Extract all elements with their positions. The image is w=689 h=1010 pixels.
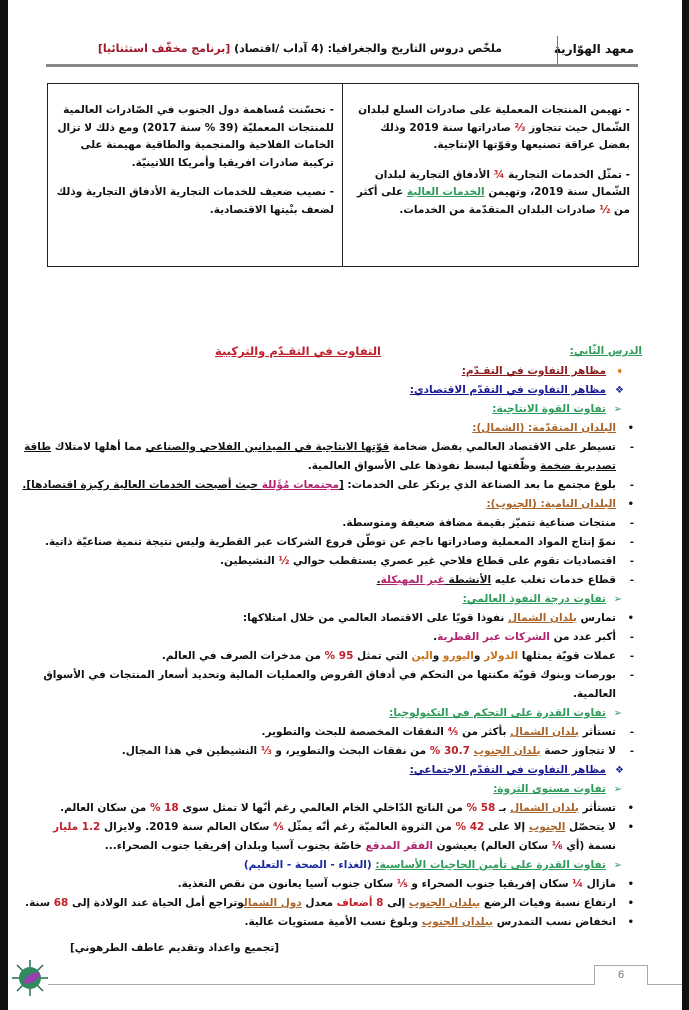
highlight-text: تفاوت القوة الانتاجية:	[492, 403, 606, 415]
school-name: معهد الهوّارية	[553, 42, 634, 56]
north-cell	[343, 84, 638, 266]
highlight-text: مجتمعات مُؤَللة	[261, 479, 339, 491]
diamond-bullet-icon: ❖	[615, 385, 624, 396]
highlight-number: ⅙	[551, 840, 563, 852]
list-item	[22, 400, 636, 419]
text-segment: عملات قويّة يمثلها	[518, 650, 616, 662]
text-segment: وظّفتها لبسط نفوذها على الأسواق العالمية.	[307, 460, 541, 472]
text-segment: من مدخرات الصرف في العالم.	[161, 650, 325, 662]
text-segment: .	[433, 631, 438, 643]
lesson-body	[22, 342, 642, 932]
text-segment: إلا على	[484, 821, 529, 833]
lesson-heading	[22, 342, 642, 362]
arrow-bullet-icon: ➢	[613, 708, 622, 719]
dash-marker: -	[629, 651, 634, 662]
highlight-number: ⅘	[272, 821, 284, 833]
comparison-table	[47, 83, 639, 267]
text-segment: الأدفاق التجارية لبلدان الشّمال سنة 2019، وتهيمن	[374, 168, 630, 198]
text-segment: معدل	[301, 897, 337, 909]
lesson-lines	[22, 362, 636, 932]
list-item	[22, 780, 636, 799]
list-item	[22, 723, 636, 742]
arrow-bullet-icon: ➢	[613, 404, 622, 415]
text-segment: لا تتجاوز حصة	[540, 745, 616, 757]
highlight-number: ½	[278, 555, 290, 567]
text-segment: اقتصاديات تقوم على قطاع فلاحي غير عصري يستقطب حوالي	[289, 555, 616, 567]
highlight-text: طاقة تصديرية ضخمة	[24, 441, 616, 472]
text-segment: لا يتحصّل	[565, 821, 616, 833]
highlight-text: بلدان الجنوب	[473, 745, 541, 757]
text-segment: سكان العالم) يعيشون	[433, 840, 552, 852]
list-item	[22, 913, 636, 932]
highlight-text: اليورو	[442, 650, 474, 662]
highlight-number: ⅓	[260, 745, 272, 757]
highlight-text: الجنوب	[528, 821, 566, 833]
highlight-number: 1.2 مليار	[53, 821, 101, 833]
list-item	[22, 799, 636, 818]
highlight-number: 42 %	[455, 821, 485, 833]
text-segment: - نصيب ضعيف للخدمات التجارية الأدفاق التجارية وذلك لضعف بنْيتها الاقتصادية.	[56, 186, 334, 216]
highlight-text: مظاهر التفاوت في التقـدّم:	[461, 365, 606, 377]
dash-marker: -	[629, 632, 634, 643]
text-segment: من سكان العالم.	[60, 802, 150, 814]
highlight-text: مظاهر التفاوت في التقدّم الاجتماعي:	[409, 764, 606, 776]
text-segment: النشيطين.	[220, 555, 279, 567]
highlight-text: البلدان المتقدّمة: (الشمال):	[472, 422, 616, 434]
text-segment: و	[473, 650, 485, 662]
text-segment: خاصّة بجنوب آسيا وبلدان إفريقيا جنوب الصحراء...	[104, 840, 366, 852]
page-footer	[8, 958, 682, 998]
text-segment: - تهيمن المنتجات المعملية على صادرات السلع لبلدان الشّمال حيث تتجاوز	[358, 104, 630, 134]
list-item	[22, 894, 636, 913]
list-item	[22, 704, 636, 723]
highlight-text: قوّتها الانتاجية في الميدانين الفلاحي والصناعي	[145, 441, 390, 453]
highlight-text: غير المهيكلة	[380, 574, 445, 586]
table-paragraph	[56, 184, 334, 219]
diamond-bullet-icon: ❖	[615, 765, 624, 776]
text-segment: قطاع خدمات تغلب عليه	[491, 574, 616, 586]
virus-logo-icon	[10, 958, 50, 998]
highlight-text: تفاوت القدرة على التحكم في التكنولوجيا:	[389, 707, 606, 719]
lesson-title: التفاوت في التقـدّم والتركيبة	[215, 344, 381, 358]
pointer-icon: ➧	[615, 366, 624, 377]
highlight-text: تفاوت درجة النفوذ العالمي:	[462, 593, 606, 605]
list-item	[22, 647, 636, 666]
highlight-number: 30.7 %	[429, 745, 470, 757]
list-item	[22, 818, 636, 856]
list-item	[22, 552, 636, 571]
arrow-bullet-icon: ➢	[613, 860, 622, 871]
text-segment: بأكثر من	[458, 726, 511, 738]
list-item	[22, 495, 636, 514]
list-item	[22, 590, 636, 609]
bullet-icon: •	[627, 898, 634, 909]
dash-marker: -	[629, 746, 634, 757]
text-segment: سكان إفريقيا جنوب الصحراء و	[407, 878, 573, 890]
highlight-text: الين	[411, 650, 433, 662]
highlight-number: 95 %	[324, 650, 354, 662]
highlight-number: ⅔	[514, 121, 526, 134]
list-item	[22, 761, 636, 780]
text-segment: بورصات وبنوك قويّة مكنتها من التحكم في أدفاق القروض والعمليات المالية وتحديد أسعار المنتجات في الأسواق العالمية.	[43, 669, 616, 700]
page-number: 6	[594, 965, 648, 985]
highlight-text: تفاوت القدرة على تأمين الحاجيات الأساسية:	[375, 859, 606, 871]
highlight-text: ببلدان الجنوب	[421, 916, 494, 928]
dash-marker: -	[629, 442, 634, 453]
bullet-icon: •	[627, 879, 634, 890]
highlight-number: ½	[599, 203, 611, 216]
document-title	[98, 42, 502, 55]
south-cell	[48, 84, 343, 266]
bullet-icon: •	[627, 613, 634, 624]
text-segment: النشيطين في هذا المجال.	[121, 745, 261, 757]
highlight-number: 8 أضعاف	[336, 897, 384, 909]
document-page	[8, 0, 682, 1010]
text-segment: تمارس	[576, 612, 616, 624]
list-item	[22, 875, 636, 894]
highlight-number: ¼	[572, 878, 584, 890]
highlight-text: الفقر المدقع	[365, 840, 434, 852]
text-segment: سكان جنوب آسيا يعانون من نقص التغذية.	[177, 878, 397, 890]
dash-marker: -	[629, 575, 634, 586]
text-segment: إلى	[383, 897, 409, 909]
list-item	[22, 476, 636, 495]
text-segment: التي تمثل	[353, 650, 412, 662]
list-item	[22, 362, 636, 381]
bullet-icon: •	[627, 917, 634, 928]
text-segment: ارتفاع نسبة وفيات الرضع	[480, 897, 616, 909]
list-item	[22, 742, 636, 761]
highlight-number: 58 %	[466, 802, 496, 814]
text-segment: - تمثّل الخدمات التجارية	[504, 168, 630, 181]
table-paragraph	[56, 102, 334, 172]
highlight-text: حيث أصبحت الخدمات العالية ركيزة اقتصادها].	[22, 479, 262, 491]
dash-marker: -	[629, 518, 634, 529]
credit-row	[70, 936, 682, 956]
text-segment: أكبر عدد من	[549, 631, 616, 643]
text-segment: تستأثر	[579, 802, 616, 814]
highlight-text: الشركات عبر القطرية	[437, 631, 550, 643]
arrow-bullet-icon: ➢	[613, 784, 622, 795]
bullet-icon: •	[627, 423, 634, 434]
text-segment: صادرات البلدان المتقدّمة من الخدمات.	[399, 203, 600, 216]
list-item	[22, 856, 636, 875]
lesson-label: الدرس الثّاني:	[569, 345, 642, 357]
footer-line	[48, 984, 682, 985]
highlight-number: ⅘	[447, 726, 459, 738]
highlight-number: 68	[53, 897, 69, 909]
highlight-text: الخدمات العالية	[406, 186, 485, 198]
text-segment: نسمة (أي	[562, 840, 616, 852]
highlight-text: البلدان النامية: (الجنوب):	[486, 498, 616, 510]
title-text: ملخّص دروس التاريخ والجغرافيا: (4 آداب /اقتصاد)	[234, 42, 502, 55]
list-item	[22, 571, 636, 590]
header-divider	[557, 36, 558, 64]
text-segment: وبلوغ نسب الأمية مستويات عالية.	[244, 916, 422, 928]
dash-marker: -	[629, 727, 634, 738]
text-segment: على أكثر من	[356, 186, 630, 216]
dash-marker: -	[629, 537, 634, 548]
dash-marker: -	[629, 480, 634, 491]
highlight-text: ببلدان الجنوب	[408, 897, 481, 909]
list-item	[22, 381, 636, 400]
text-segment: من نفقات البحث والتطوير، و	[271, 745, 430, 757]
text-segment: تستأثر	[579, 726, 616, 738]
highlight-number: ¾	[493, 168, 505, 181]
text-segment: - تحسّنت مُساهمة دول الجنوب في الصّادرات العالمية للمنتجات المعمليّة (39 % سنة 2017) ومع ذلك لا تزال الخامات الفلاحية والمنجمية والطاقية مهيمنة على تركيبة صادرات افريقيا وأمريكا اللاتينيّة.	[57, 104, 334, 169]
highlight-text: .	[376, 574, 381, 586]
text-segment: تسيطر على الاقتصاد العالمي بفضل ضخامة	[389, 441, 616, 453]
text-segment: مما أهلها لامتلاك	[51, 441, 146, 453]
text-segment: نفوذا قويًا على الاقتصاد العالمي من خلال امتلاكها:	[242, 612, 509, 624]
highlight-number: 18 %	[149, 802, 179, 814]
text-segment: صادراتها سنة 2019 وذلك بفضل عراقة تصنيعها وقوّتها الإنتاجية.	[380, 121, 630, 151]
list-item	[22, 666, 636, 704]
text-segment: بلوغ مجتمع ما بعد الصناعة الذي يرتكز على الخدمات:	[343, 479, 616, 491]
list-item	[22, 438, 636, 476]
highlight-text: بلدان الشمال	[510, 802, 579, 814]
highlight-text: بلدان الشمال	[508, 612, 577, 624]
text-segment: انخفاض نسب التمدرس	[493, 916, 616, 928]
text-segment: من الثروة العالميّة رغم أنّه يمثّل	[283, 821, 456, 833]
table-paragraph	[351, 102, 630, 155]
text-segment: النفقات المخصصة للبحث والتطوير.	[261, 726, 448, 738]
dash-marker: -	[629, 556, 634, 567]
highlight-text: الدولار	[484, 650, 519, 662]
text-segment: سنة.	[25, 897, 54, 909]
text-segment: من الناتج الدّاخلي الخام العالمي رغم أنّها لا تمثل سوى	[178, 802, 467, 814]
text-segment: منتجات صناعية تتميّز بقيمة مضافة ضعيفة ومتوسطة.	[342, 517, 616, 529]
bullet-icon: •	[627, 822, 634, 833]
bullet-icon: •	[627, 803, 634, 814]
text-segment: مازال	[583, 878, 616, 890]
text-segment: نموّ إنتاج المواد المعملية وصادراتها ناجم عن توطّن فروع الشركات عبر القطرية وليس نتيجة تنمية صناعيّة ذاتية.	[44, 536, 616, 548]
author-credit: [تجميع واعداد وتقديم عاطف الطرهوني]	[70, 942, 280, 954]
highlight-number: ⅕	[396, 878, 408, 890]
text-segment: و	[432, 650, 443, 662]
highlight-text: دول الشمال	[243, 897, 302, 909]
list-item	[22, 514, 636, 533]
highlight-text: (الغذاء - الصحة - التعليم)	[243, 859, 372, 871]
text-segment: وتراجع أمل الحياة عند الولادة إلى	[68, 897, 244, 909]
highlight-text: الأنشطة	[444, 574, 492, 586]
arrow-bullet-icon: ➢	[613, 594, 622, 605]
bullet-icon: •	[627, 499, 634, 510]
list-item	[22, 419, 636, 438]
text-segment: سكان العالم سنة 2019. ولايزال	[100, 821, 273, 833]
highlight-text: [	[338, 479, 344, 491]
list-item	[22, 628, 636, 647]
highlight-text: مظاهر التفاوت في التقدّم الاقتصادي:	[409, 384, 606, 396]
table-paragraph	[351, 167, 630, 220]
text-segment: بـ	[495, 802, 511, 814]
program-note: [برنامج مخفّف استثنائيا]	[97, 42, 231, 55]
dash-marker: -	[629, 670, 634, 681]
list-item	[22, 609, 636, 628]
list-item	[22, 533, 636, 552]
highlight-text: تفاوت مستوى الثروة:	[493, 783, 606, 795]
page-header	[46, 36, 638, 67]
highlight-text: بلدان الشمال	[510, 726, 579, 738]
